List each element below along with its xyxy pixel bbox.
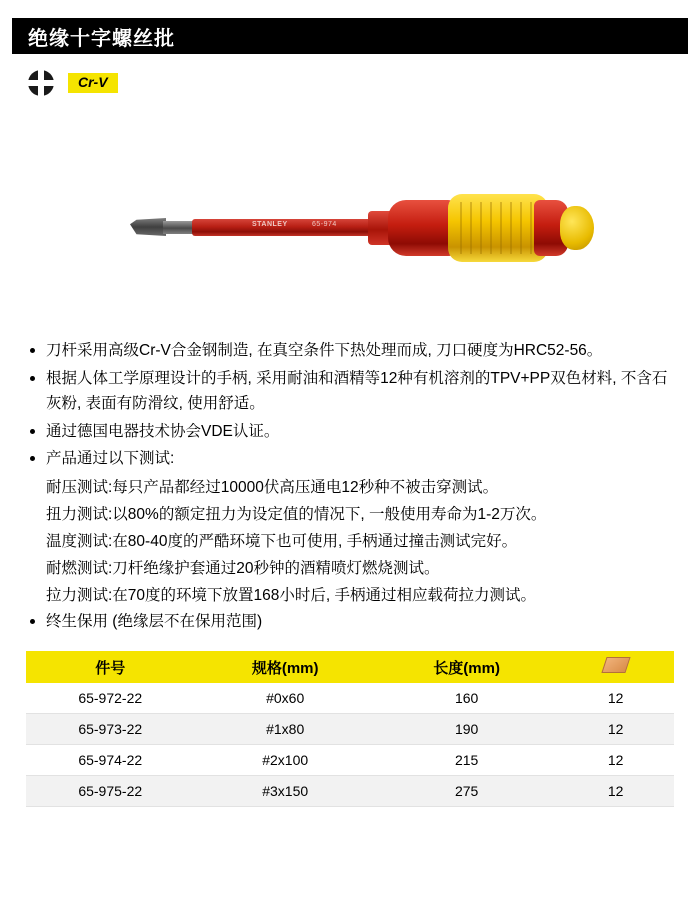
column-header-packing-qty (557, 651, 674, 683)
cell-length: 190 (376, 714, 557, 745)
column-header-part-number: 件号 (26, 651, 194, 683)
cell-spec: #0x60 (194, 683, 375, 714)
cell-spec: #2x100 (194, 745, 375, 776)
table-row (26, 776, 674, 807)
cell-qty: 12 (557, 714, 674, 745)
list-item: 拉力测试:在70度的环境下放置168小时后, 手柄通过相应载荷拉力测试。 (46, 587, 537, 605)
feature-list (28, 338, 674, 635)
list-item: 通过德国电器技术协会VDE认证。 (28, 419, 674, 445)
screwdriver-tip (130, 218, 166, 236)
screwdriver-illustration (130, 188, 590, 268)
material-badge: Cr-V (68, 73, 118, 93)
list-item: 耐压测试:每只产品都经过10000伏高压通电12秒种不被击穿测试。 (46, 478, 499, 496)
column-header-length: 长度(mm) (376, 651, 557, 683)
page-title-bar (12, 18, 688, 54)
product-datasheet-page (0, 18, 700, 915)
cell-qty: 12 (557, 683, 674, 714)
cell-part-number: 65-975-22 (26, 776, 194, 807)
shaft-code-text: 65-974 (312, 221, 337, 228)
test-list (28, 474, 674, 610)
specification-table (26, 651, 674, 807)
table-header-row (26, 651, 674, 683)
cross-head-icon (28, 70, 54, 96)
cell-part-number: 65-974-22 (26, 745, 194, 776)
cell-length: 160 (376, 683, 557, 714)
list-item: 刀杆采用高级Cr-V合金钢制造, 在真空条件下热处理而成, 刀口硬度为HRC52-56。 (28, 338, 674, 364)
cell-part-number: 65-972-22 (26, 683, 194, 714)
product-image (0, 118, 700, 338)
screwdriver-shaft-steel (163, 221, 195, 234)
page-title: 绝缘十字螺丝批 (28, 27, 175, 50)
carton-box-icon (601, 657, 630, 673)
cell-spec: #1x80 (194, 714, 375, 745)
handle-end-cap (560, 206, 594, 250)
cell-spec: #3x150 (194, 776, 375, 807)
list-item: 温度测试:在80-40度的严酷环境下也可使用, 手柄通过撞击测试完好。 (46, 533, 518, 551)
list-item: 终生保用 (绝缘层不在保用范围) (28, 609, 674, 635)
column-header-spec: 规格(mm) (194, 651, 375, 683)
list-item: 扭力测试:以80%的额定扭力为设定值的情况下, 一般使用寿命为1-2万次。 (46, 505, 547, 523)
material-badge-row (28, 68, 700, 98)
table-row (26, 683, 674, 714)
list-item: 耐燃测试:刀杆绝缘护套通过20秒钟的酒精喷灯燃烧测试。 (46, 560, 440, 578)
handle-grip-lines (460, 202, 540, 254)
shaft-brand-text: STANLEY (252, 221, 288, 228)
cell-length: 215 (376, 745, 557, 776)
screwdriver-shaft-insulation (192, 219, 378, 236)
list-item: 根据人体工学原理设计的手柄, 采用耐油和酒精等12种有机溶剂的TPV+PP双色材料, 不含石灰粉, 表面有防滑纹, 使用舒适。 (28, 366, 674, 417)
cell-part-number: 65-973-22 (26, 714, 194, 745)
table-row (26, 745, 674, 776)
list-item: 产品通过以下测试: (28, 446, 674, 472)
cell-length: 275 (376, 776, 557, 807)
cell-qty: 12 (557, 745, 674, 776)
cell-qty: 12 (557, 776, 674, 807)
table-row (26, 714, 674, 745)
